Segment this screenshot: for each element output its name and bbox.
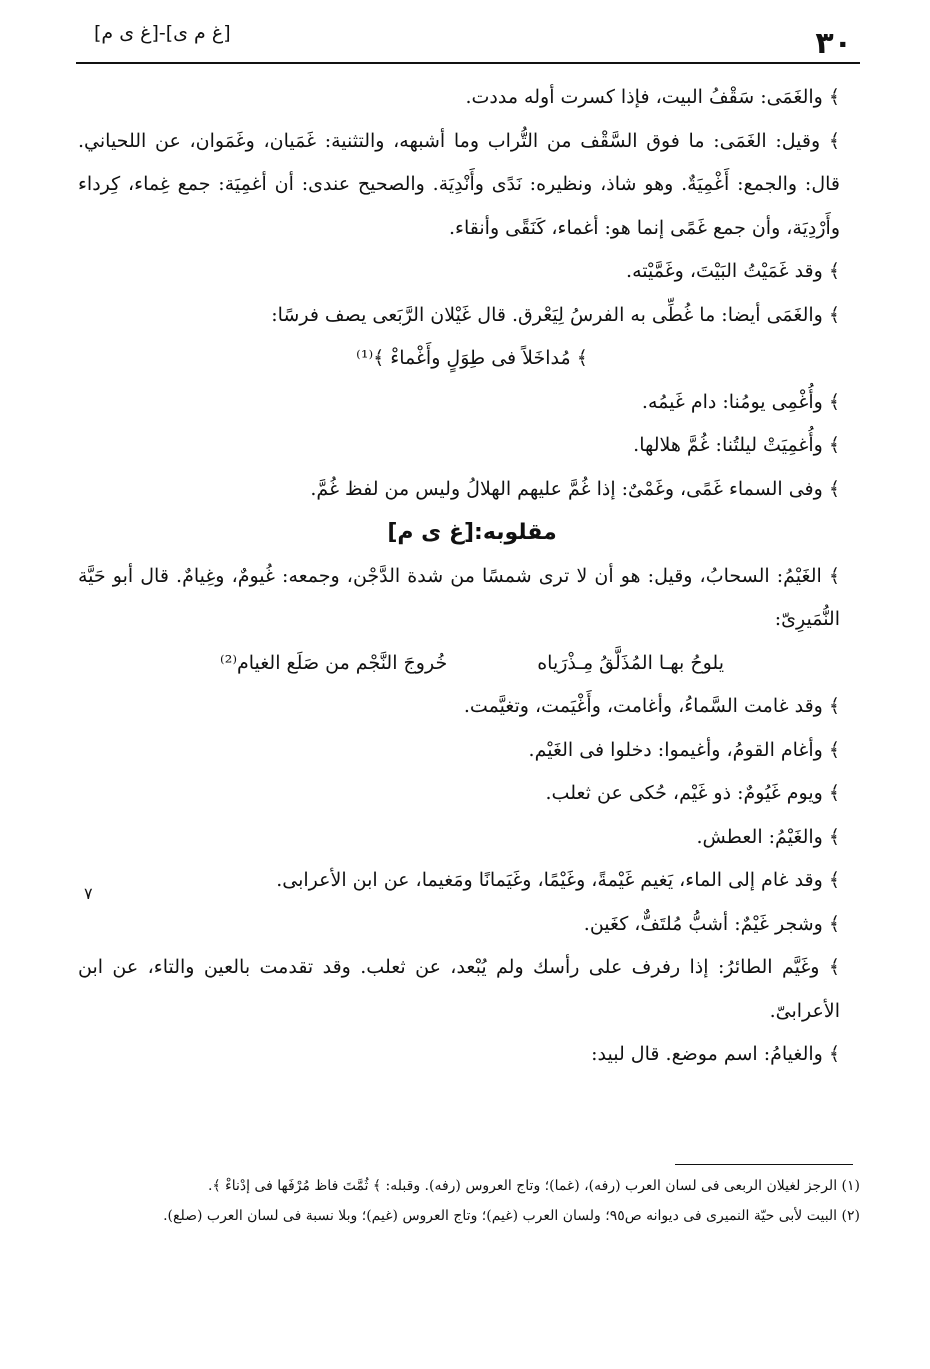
paragraph: ﴾ وقد غَمَيْتُ البَيْتَ، وغَمَّيْته.: [626, 260, 840, 282]
paragraph: ﴾ ويوم غَيُومٌ: ذو غَيْم، حُكى عن ثعلب.: [545, 782, 840, 804]
paragraph: ﴾ والغيامُ: اسم موضع. قال لبيد:: [591, 1043, 840, 1065]
section-heading: مقلوبه:[غ ى م]: [387, 520, 557, 545]
main-text: [78, 76, 866, 1077]
paragraph: ﴾ والغَيْمُ: العطش.: [696, 825, 840, 848]
footnotes: [80, 1172, 860, 1232]
poem-hemistich-right: يلوحُ بهـا المُذَلَّقُ مِـذْرَياه: [537, 651, 724, 674]
paragraph: ﴾ وفى السماء غَمًى، وغَمْىٌ: إذا غُمَّ عليهم الهلالُ وليس من لفظ غُمَّ.: [310, 477, 840, 500]
paragraph: ﴾ والغَمَى: سَقْفُ البيت، فإذا كسرت أوله مددت.: [465, 86, 840, 108]
footnote-2: (٢) البيت لأبى حيّة النميرى فى ديوانه ص٩٥؛ ولسان العرب (غيم)؛ وتاج العروس (غيم)؛ وبلا نسبة فى لسان العرب (صلع).: [163, 1208, 860, 1224]
page-number: ٣٠: [815, 26, 852, 61]
poem-hemistich-left: خُروجَ النَّجْم من صَلَع الغيام⁽²⁾: [220, 651, 448, 674]
verse-line: ﴾ مُداخَلاً فى طِوَلٍ وأَغْماءْ ﴾⁽¹⁾: [356, 347, 588, 369]
page-header: [76, 18, 860, 64]
paragraph: ﴾ وشجر غَيْمٌ: أشبُّ مُلتَفٌّ، كغَين.: [583, 912, 840, 935]
paragraph: ﴾ وقد غام إلى الماء، يَغيم غَيْمةً، وغَيْمًا، وغَيَمانًا ومَغيما، عن ابن الأعرابى.: [276, 869, 840, 891]
paragraph: ﴾ وأُغمِيَتْ ليلتُنا: غُمَّ هلالها.: [633, 434, 840, 456]
running-head: [غ م ى]-[غ ى م]: [94, 22, 231, 44]
paragraph: ﴾ وأُغْمِى يومُنا: دام غَيمُه.: [641, 390, 840, 413]
paragraph: ﴾ والغَمَى أيضا: ما غُطِّى به الفرسُ لِيَعْرق. قال غَيْلان الرَّبَعى يصف فرسًا:: [271, 303, 840, 326]
footnote-1: (١) الرجز لغيلان الربعى فى لسان العرب (رفه)، (غما)؛ وتاج العروس (رفه). وقبله: ﴾ ثُمَّتَ فاظ مُرْفَها فى إدْناءْ ﴾.: [208, 1178, 860, 1194]
paragraph: ﴾ وقيل: الغَمَى: ما فوق السَّقْف من التُّراب وما أشبهه، والتثنية: غَمَيان، وغَمَوان، عن اللحياني. قال: والجمع: أَغْمِيَةٌ. وهو شاذ، ونظيره: نَدًى وأَنْدِيَة. والصحيح عندى: أن أغمِيَة: جمع غِماء، كِرداء وأَرْدِيَة، وأن جمع غَمًى إنما هو: أغماء، كَنَقًى وأنقاء.: [78, 129, 840, 239]
footnote-rule: [675, 1164, 853, 1165]
paragraph: ﴾ وأغام القومُ، وأغيموا: دخلوا فى الغَيْم.: [528, 738, 840, 761]
paragraph: ﴾ وقد غامت السَّماءُ، وأغامت، وأَغْيَمت، وتغيَّمت.: [463, 695, 840, 717]
paragraph: ﴾ الغَيْمُ: السحابُ، وقيل: هو أن لا ترى شمسًا من شدة الدَّجْن، وجمعه: غُيومٌ، وغِيامٌ. قال أبو حَيَّة النُّمَيرِىّ:: [78, 564, 840, 630]
margin-number: ٧: [84, 884, 93, 903]
paragraph: ﴾ وغَيَّم الطائرُ: إذا رفرف على رأسك ولم يُبْعد، عن ثعلب. وقد تقدمت بالعين والتاء، عن ابن الأعرابىّ.: [78, 956, 840, 1022]
poem-line: [78, 642, 866, 686]
